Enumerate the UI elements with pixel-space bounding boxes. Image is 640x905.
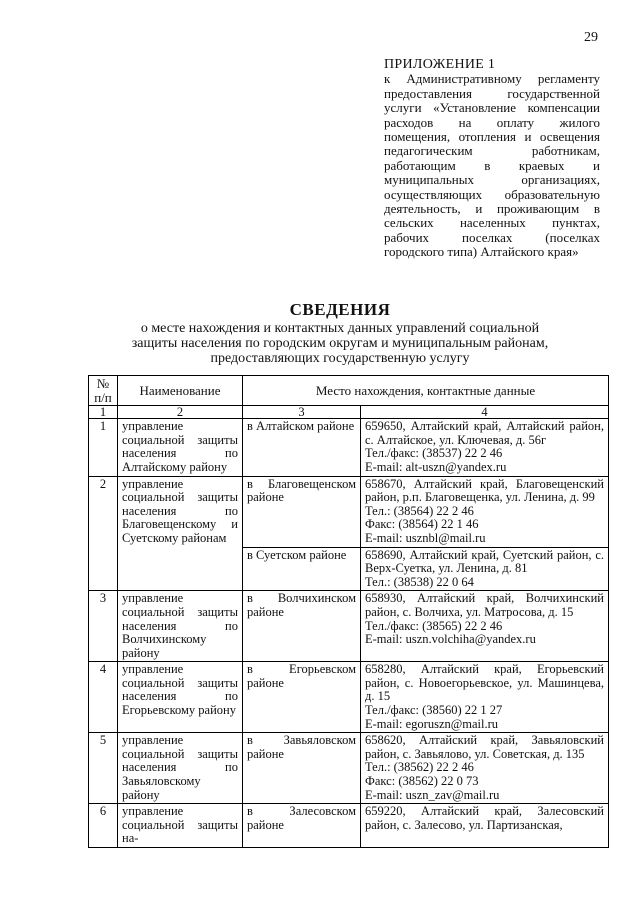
contact-line: E-mail: uszn_zav@mail.ru	[365, 787, 500, 802]
office-name: управление социальной защиты населения по Благовещенскому и Суетскому районам	[118, 476, 243, 591]
contact-line: E-mail: egoruszn@mail.ru	[365, 716, 499, 731]
contact-details	[361, 476, 609, 547]
offices-table	[88, 375, 609, 848]
row-number: 6	[89, 804, 118, 848]
contact-details	[361, 419, 609, 476]
column-number-row	[89, 406, 609, 419]
header-location: Место нахождения, контактные данные	[243, 376, 609, 406]
appendix-text: к Административному регламенту предоставления государственной услуги «Установление компенсации расходов на оплату жилого помещения, отопления и освещения педагогическим работникам, работающим в краевых и муниципальных организациях, осуществляющих образовательную деятельность, и проживающим в сельских населенных пунктах, рабочих поселках (поселках городского типа) Алтайского края»	[384, 71, 600, 260]
office-name: управление социальной защиты на-	[118, 804, 243, 848]
contact-line: E-mail: uszn.volchiha@yandex.ru	[365, 632, 536, 647]
column-number: 3	[243, 406, 361, 419]
row-number: 2	[89, 476, 118, 591]
contact-details	[361, 547, 609, 591]
row-number: 4	[89, 662, 118, 733]
address-line: 658930, Алтайский край, Волчихинский район, с. Волчиха, ул. Матросова, д. 15	[365, 591, 604, 619]
contact-line: Факс: (38564) 22 1 46	[365, 517, 479, 532]
table-row	[89, 804, 609, 848]
contact-details	[361, 591, 609, 662]
address-line: 658620, Алтайский край, Завьяловский район, с. Завьялово, ул. Советская, д. 135	[365, 733, 604, 761]
appendix-title: ПРИЛОЖЕНИЕ 1	[384, 57, 496, 72]
contact-line: Тел.: (38564) 22 2 46	[365, 503, 474, 518]
row-number: 5	[89, 733, 118, 804]
district-name: в Завьяловском районе	[243, 733, 361, 804]
contact-line: E-mail: usznbl@mail.ru	[365, 530, 486, 545]
contact-line: Тел./факс: (38560) 22 1 27	[365, 703, 503, 718]
address-line: 658280, Алтайский край, Егорьевский район, с. Новоегорьевское, ул. Машинцева, д. 15	[365, 662, 604, 704]
document-subtitle: о месте нахождения и контактных данных управлений социальной защиты населения по городским округам и муниципальным районам, предоставляющих государственную услугу	[131, 321, 549, 366]
header-name: Наименование	[118, 376, 243, 406]
table-row	[89, 419, 609, 476]
office-name: управление социальной защиты населения по Алтайскому району	[118, 419, 243, 476]
district-name: в Залесовском районе	[243, 804, 361, 848]
table-body	[89, 419, 609, 848]
column-number: 4	[361, 406, 609, 419]
address-line: 658670, Алтайский край, Благовещенский район, р.п. Благовещенка, ул. Ленина, д. 99	[365, 476, 604, 505]
table-row	[89, 591, 609, 662]
table-header-row	[89, 376, 609, 406]
district-name: в Алтайском районе	[243, 419, 361, 476]
district-name: в Волчихинском районе	[243, 591, 361, 662]
document-heading	[120, 300, 560, 366]
column-number: 1	[89, 406, 118, 419]
contact-line: Тел.: (38538) 22 0 64	[365, 574, 474, 589]
district-name: в Благовещенском районе	[243, 476, 361, 547]
office-name: управление социальной защиты населения по Егорьевскому району	[118, 662, 243, 733]
address-line: 658690, Алтайский край, Суетский район, с. Верх-Суетка, ул. Ленина, д. 81	[365, 547, 604, 576]
page-number: 29	[584, 30, 598, 45]
address-line: 659220, Алтайский край, Залесовский район, с. Залесово, ул. Партизанская,	[365, 804, 604, 832]
address-line: 659650, Алтайский край, Алтайский район, с. Алтайское, ул. Ключевая, д. 56г	[365, 419, 604, 447]
office-name: управление социальной защиты населения по Волчихинскому району	[118, 591, 243, 662]
table-row	[89, 476, 609, 547]
document-title: СВЕДЕНИЯ	[289, 300, 391, 319]
appendix-block	[384, 58, 600, 260]
contact-details	[361, 662, 609, 733]
header-num: № п/п	[89, 376, 118, 406]
contact-line: Тел./факс: (38565) 22 2 46	[365, 618, 503, 633]
table-row	[89, 662, 609, 733]
row-number: 3	[89, 591, 118, 662]
contact-line: Факс: (38562) 22 0 73	[365, 774, 479, 789]
table-row	[89, 733, 609, 804]
office-name: управление социальной защиты населения по Завьяловскому району	[118, 733, 243, 804]
district-name: в Егорьевском районе	[243, 662, 361, 733]
contact-details	[361, 804, 609, 848]
column-number: 2	[118, 406, 243, 419]
row-number: 1	[89, 419, 118, 476]
contact-line: Тел./факс: (38537) 22 2 46	[365, 446, 503, 461]
contact-details	[361, 733, 609, 804]
district-name: в Суетском районе	[243, 547, 361, 591]
contact-line: E-mail: alt-uszn@yandex.ru	[365, 459, 507, 474]
contact-line: Тел.: (38562) 22 2 46	[365, 760, 474, 775]
